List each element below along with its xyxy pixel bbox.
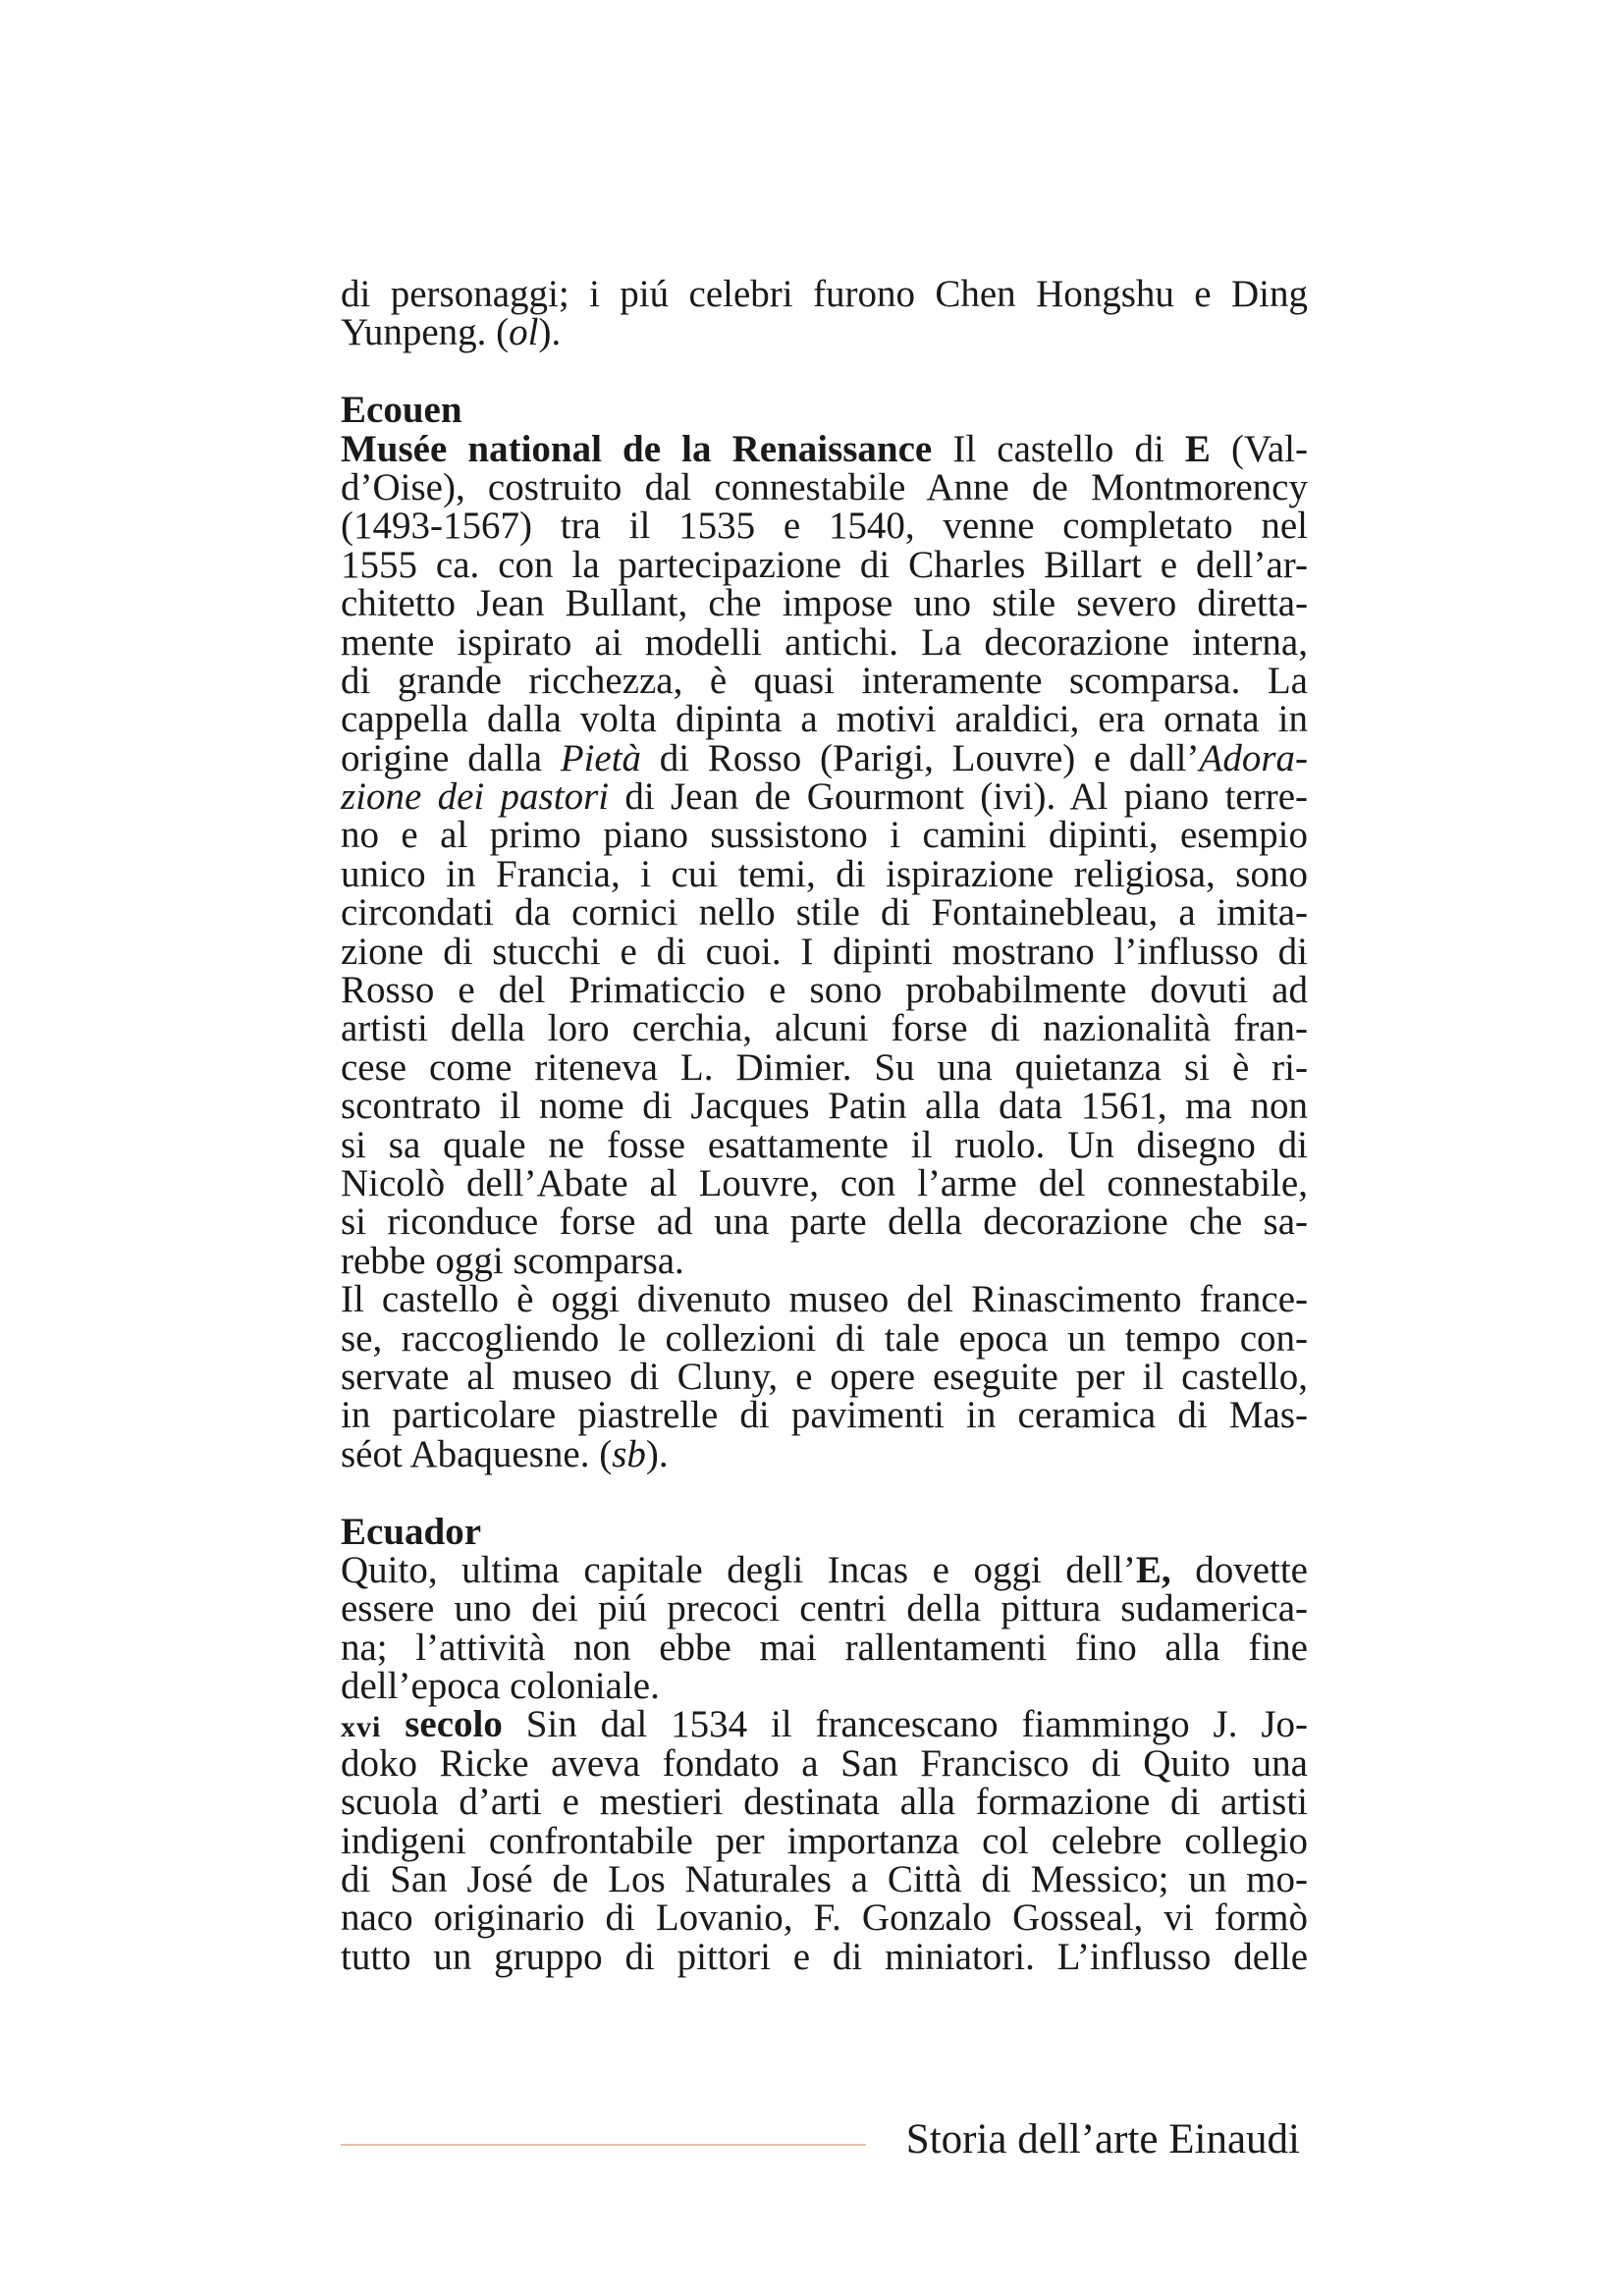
text-line: cappella dalla volta dipinta a motivi araldici, era ornata in <box>341 698 1308 741</box>
text-line: tutto un gruppo di pittori e di miniatori. L’influsso delle <box>341 1935 1308 1978</box>
text-line: na; l’attività non ebbe mai rallentamenti fino alla fine <box>341 1626 1308 1669</box>
footer-rule <box>341 2144 866 2146</box>
text-line: xvi secolo Sin dal 1534 il francescano fiammingo J. Jo- <box>341 1703 1308 1746</box>
text-line: no e al primo piano sussistono i camini dipinti, esempio <box>341 814 1308 857</box>
text-line: essere uno dei piú precoci centri della pittura sudamerica- <box>341 1587 1308 1630</box>
text-line: rebbe oggi scomparsa. <box>341 1239 684 1282</box>
entry-heading-ecouen: Ecouen <box>341 389 462 432</box>
text-line: Yunpeng. (ol). <box>341 311 562 354</box>
text-line: mente ispirato ai modelli antichi. La decorazione interna, <box>341 620 1308 664</box>
text-line: si riconduce forse ad una parte della decorazione che sa- <box>341 1201 1308 1244</box>
text-line: zione di stucchi e di cuoi. I dipinti mostrano l’influsso di <box>341 930 1308 973</box>
paragraph-gap <box>341 352 1308 391</box>
text-line: unico in Francia, i cui temi, di ispirazione religiosa, sono <box>341 852 1308 895</box>
text-line: dell’epoca coloniale. <box>341 1665 660 1708</box>
text-line: zione dei pastori di Jean de Gourmont (ivi). Al piano terre- <box>341 775 1308 819</box>
text-line: Rosso e del Primaticcio e sono probabilmente dovuti ad <box>341 969 1308 1012</box>
text-line: artisti della loro cerchia, alcuni forse di nazionalità fran- <box>341 1007 1308 1050</box>
text-line: naco originario di Lovanio, F. Gonzalo Gosseal, vi formò <box>341 1896 1308 1940</box>
text-line: (1493-1567) tra il 1535 e 1540, venne completato nel <box>341 505 1308 548</box>
text-line: Nicolò dell’Abate al Louvre, con l’arme del connestabile, <box>341 1161 1308 1204</box>
text-line: cese come riteneva L. Dimier. Su una quietanza si è ri- <box>341 1045 1308 1089</box>
page-footer <box>341 2110 1308 2169</box>
text-line: chitetto Jean Bullant, che impose uno stile severo diretta- <box>341 582 1308 625</box>
text-line: in particolare piastrelle di pavimenti in ceramica di Mas- <box>341 1394 1308 1437</box>
text-line: scontrato il nome di Jacques Patin alla data 1561, ma non <box>341 1085 1308 1128</box>
text-line: séot Abaquesne. (sb). <box>341 1432 669 1475</box>
text-line: indigeni confrontabile per importanza col celebre collegio <box>341 1819 1308 1862</box>
page-body <box>341 275 1308 1976</box>
text-line: Il castello è oggi divenuto museo del Rinascimento france- <box>341 1278 1308 1321</box>
footer-title: Storia dell’arte Einaudi <box>905 2116 1300 2163</box>
text-line: di grande ricchezza, è quasi interamente scomparsa. La <box>341 659 1308 702</box>
text-line: circondati da cornici nello stile di Fontainebleau, a imita- <box>341 891 1308 934</box>
text-line: scuola d’arti e mestieri destinata alla formazione di artisti <box>341 1781 1308 1824</box>
text-line: origine dalla Pietà di Rosso (Parigi, Louvre) e dall’Adora- <box>341 736 1308 779</box>
text-line: d’Oise), costruito dal connestabile Anne de Montmorency <box>341 465 1308 508</box>
text-line: doko Ricke aveva fondato a San Francisco di Quito una <box>341 1741 1308 1785</box>
entry-heading-ecuador: Ecuador <box>341 1510 482 1553</box>
paragraph-gap <box>341 1473 1308 1512</box>
text-line: se, raccogliendo le collezioni di tale epoca un tempo con- <box>341 1316 1308 1360</box>
text-line: di San José de Los Naturales a Città di Messico; un mo- <box>341 1858 1308 1901</box>
text-line: di personaggi; i piú celebri furono Chen Hongshu e Ding <box>341 273 1308 315</box>
text-line: si sa quale ne fosse esattamente il ruolo. Un disegno di <box>341 1123 1308 1166</box>
text-line: 1555 ca. con la partecipazione di Charles Billart e dell’ar- <box>341 543 1308 586</box>
text-line: Quito, ultima capitale degli Incas e oggi dell’E, dovette <box>341 1548 1308 1591</box>
text-line: servate al museo di Cluny, e opere eseguite per il castello, <box>341 1355 1308 1398</box>
text-line: Musée national de la Renaissance Il castello di E (Val- <box>341 427 1308 470</box>
